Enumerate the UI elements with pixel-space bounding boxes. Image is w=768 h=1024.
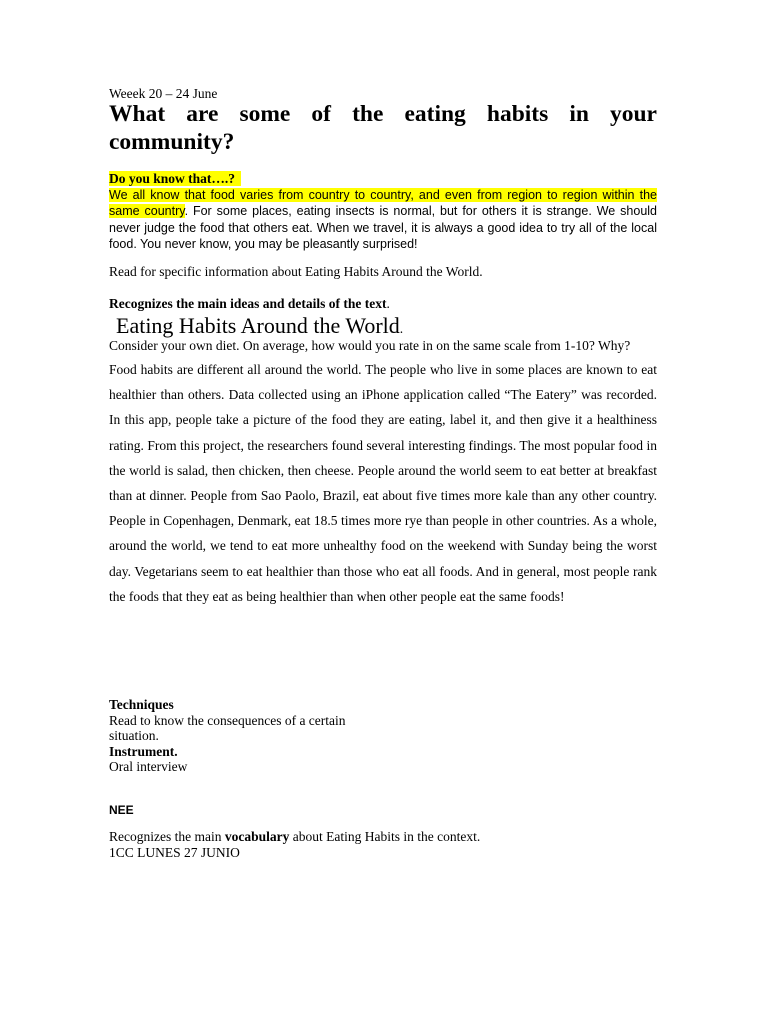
techniques-block — [109, 697, 379, 775]
reading-instruction: Read for specific information about Eating Habits Around the World. — [109, 264, 483, 279]
instrument-text: Oral interview — [109, 759, 188, 774]
did-you-know-text — [109, 187, 657, 253]
page-title: What are some of the eating habits in your community? — [109, 101, 657, 155]
section-title: Eating Habits Around the World. — [116, 313, 404, 338]
nee-label: NEE — [109, 803, 134, 817]
techniques-text: Read to know the consequences of a certain situation. — [109, 712, 346, 743]
class-date: 1CC LUNES 27 JUNIO — [109, 844, 240, 860]
techniques-heading: Techniques — [109, 697, 174, 712]
highlighted-text: We all know that food varies from country to country, and even from region to region within the same country — [109, 187, 657, 218]
consider-prompt: Consider your own diet. On average, how would you rate in on the same scale from 1-10? Why? — [109, 338, 631, 353]
learning-objective-bold: Recognizes the main ideas and details of the text — [109, 296, 387, 311]
week-header: Weeek 20 – 24 June — [109, 86, 218, 101]
vocabulary-bold: vocabulary — [224, 829, 290, 844]
did-you-know-box — [109, 171, 657, 253]
vocabulary-objective: Recognizes the main vocabulary about Eating Habits in the context. 1CC LUNES 27 JUNIO — [109, 829, 481, 860]
learning-objective: Recognizes the main ideas and details of the text. — [109, 296, 390, 311]
instrument-heading: Instrument. — [109, 743, 178, 759]
did-you-know-rest: . For some places, eating insects is normal, but for others it is strange. We should never judge the food that others eat. When we travel, it is always a good idea to try all of the local food. You never know, you may be pleasantly surprised! — [109, 204, 657, 251]
did-you-know-heading: Do you know that….? — [109, 171, 241, 186]
reading-passage: Food habits are different all around the world. The people who live in some places are known to eat healthier than others. Data collected using an iPhone application called “The Eatery” was recorded. In this app, people take a picture of the food they are eating, label it, and then give it a healthiness rating. From this project, the researchers found several interesting findings. The most popular food in the world is salad, then chicken, then cheese. People around the world seem to eat better at breakfast than at dinner. People from Sao Paolo, Brazil, eat about five times more kale than any other country. People in Copenhagen, Denmark, eat 18.5 times more rye than people in other countries. As a whole, around the world, we tend to eat more unhealthy food on the weekend with Sunday being the worst day. Vegetarians seem to eat healthier than those who eat all foods. And in general, most people rank the foods that they eat as being healthier than when other people eat the same foods! — [109, 362, 657, 604]
